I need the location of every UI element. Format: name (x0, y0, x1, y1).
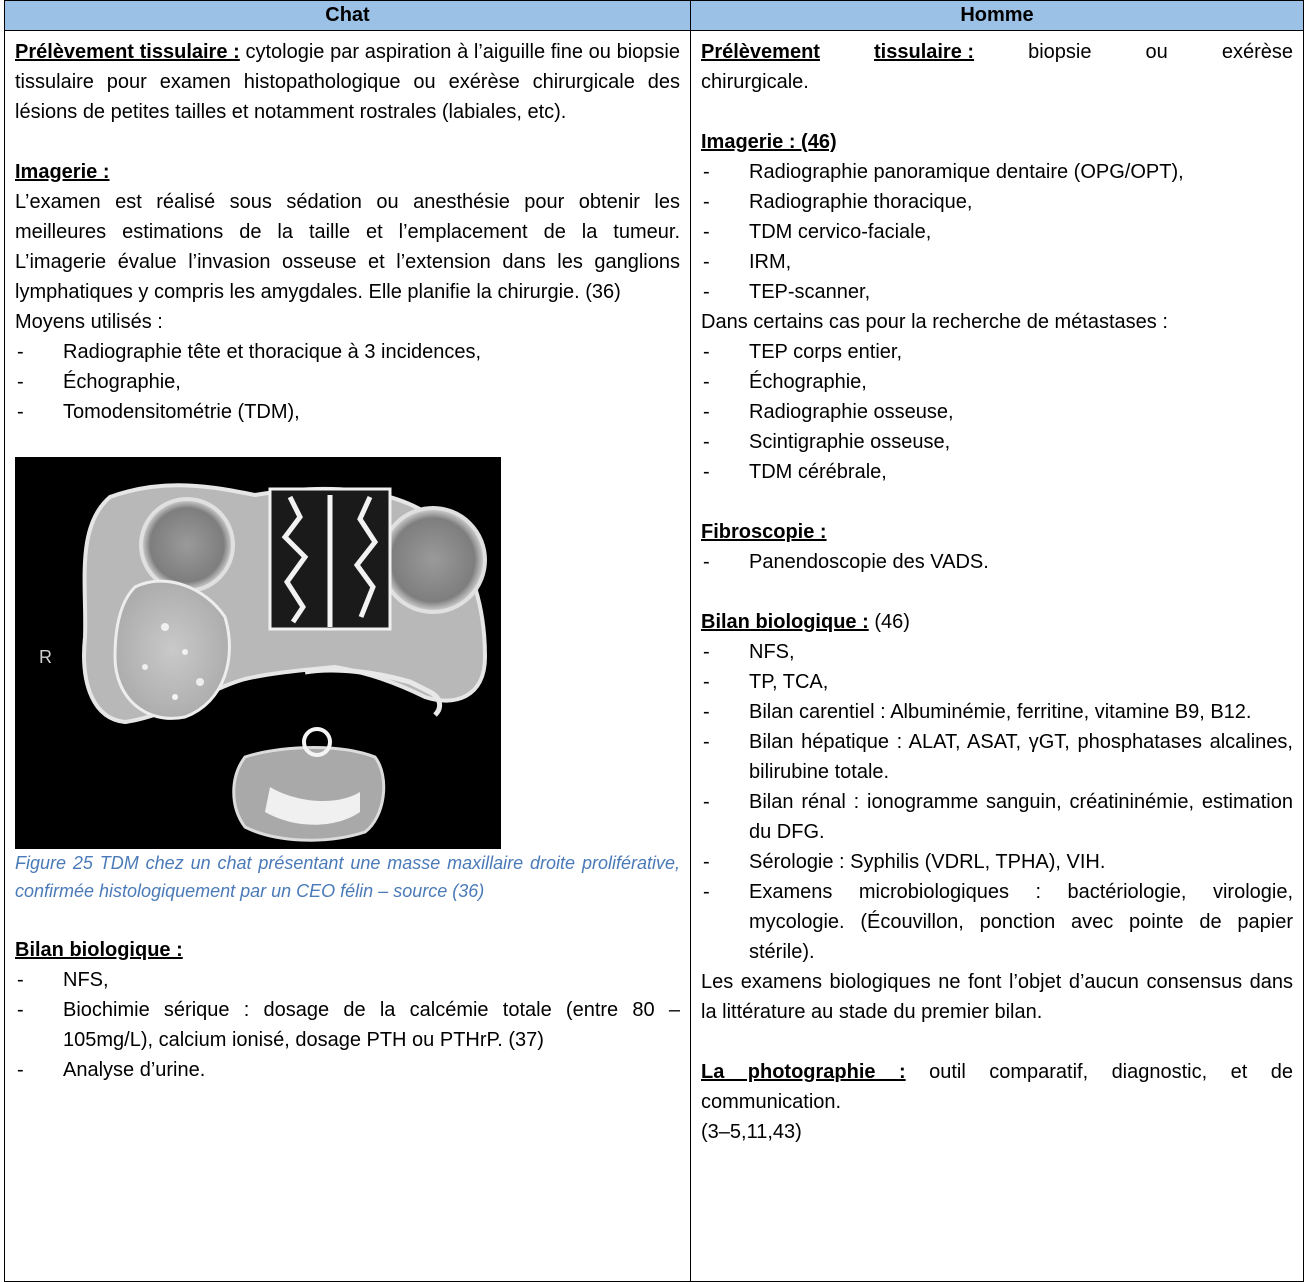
list-item: - Panendoscopie des VADS. (701, 547, 1293, 577)
ct-side-label: R (39, 647, 52, 667)
list-item: - Examens microbiologiques : bactériologie, virologie, mycologie. (Écouvillon, ponction avec pointe de papier stérile). (701, 877, 1293, 967)
list-item: - TEP-scanner, (701, 277, 1293, 307)
list-item: - Radiographie tête et thoracique à 3 incidences, (15, 337, 680, 367)
list-item: - Bilan hépatique : ALAT, ASAT, γGT, phosphatases alcalines, bilirubine totale. (701, 727, 1293, 787)
chat-bilan-heading: Bilan biologique : (15, 939, 183, 961)
list-item: - Bilan carentiel : Albuminémie, ferritine, vitamine B9, B12. (701, 697, 1293, 727)
homme-imagerie-heading: Imagerie : (46) (701, 131, 837, 153)
header-chat: Chat (5, 1, 691, 31)
homme-prelevement-word: biopsie (1028, 41, 1092, 63)
chat-prelevement-heading: Prélèvement tissulaire : (15, 41, 240, 63)
chat-imagerie-text: L’examen est réalisé sous sédation ou anesthésie pour obtenir les meilleures estimations de la taille et l’emplacement de la tumeur. L’imagerie évalue l’invasion osseuse et l’extension dans les ganglions lymphatiques y compris les amygdales. Elle planifie la chirurgie. (36) (15, 191, 680, 303)
list-item: - Radiographie thoracique, (701, 187, 1293, 217)
homme-prelevement-heading-1: Prélèvement (701, 41, 820, 63)
chat-bilan-list (15, 965, 680, 1085)
list-item: - IRM, (701, 247, 1293, 277)
list-item: - Radiographie osseuse, (701, 397, 1293, 427)
homme-prelevement-word: exérèse (1221, 41, 1293, 63)
list-item: - Échographie, (701, 367, 1293, 397)
chat-imagerie-heading: Imagerie : (15, 161, 110, 183)
homme-bilan-heading-line (701, 607, 1293, 637)
chat-moyens-list (15, 337, 680, 427)
list-item: - TDM cérébrale, (701, 457, 1293, 487)
list-item: - Sérologie : Syphilis (VDRL, TPHA), VIH. (701, 847, 1293, 877)
list-item: - Bilan rénal : ionogramme sanguin, créatininémie, estimation du DFG. (701, 787, 1293, 847)
homme-bilan-list (701, 637, 1293, 967)
cell-homme (691, 31, 1304, 1282)
homme-prelevement-word: ou (1145, 41, 1168, 63)
chat-prelevement-paragraph (15, 37, 680, 127)
homme-fibroscopie-heading: Fibroscopie : (701, 521, 827, 543)
homme-photo-text: outil comparatif, diagnostic, et de communication. (701, 1061, 1293, 1113)
homme-references: (3–5,11,43) (701, 1121, 802, 1143)
homme-bilan-heading: Bilan biologique : (701, 611, 869, 633)
chat-moyens-label: Moyens utilisés : (15, 311, 163, 333)
homme-imagerie-list (701, 157, 1293, 307)
homme-fibroscopie-list (701, 547, 1293, 577)
homme-prelevement-line2: chirurgicale. (701, 71, 809, 93)
list-item: - NFS, (701, 637, 1293, 667)
list-item: - Scintigraphie osseuse, (701, 427, 1293, 457)
list-item: - Radiographie panoramique dentaire (OPG/OPT), (701, 157, 1293, 187)
comparison-table (4, 0, 1304, 1282)
chat-prelevement-text: cytologie par aspiration à l’aiguille fine ou biopsie tissulaire pour examen histopathologique ou exérèse chirurgicale des lésions de petites tailles et notamment rostrales (labiales, etc). (15, 41, 680, 123)
homme-prelevement-heading-2: tissulaire : (874, 41, 975, 63)
list-item: - TP, TCA, (701, 667, 1293, 697)
homme-bilan-ref: (46) (868, 611, 910, 633)
list-item: - Biochimie sérique : dosage de la calcémie totale (entre 80 – 105mg/L), calcium ionisé, dosage PTH ou PTHrP. (37) (15, 995, 680, 1055)
list-item: - TEP corps entier, (701, 337, 1293, 367)
header-homme: Homme (691, 1, 1304, 31)
list-item: - Tomodensitométrie (TDM), (15, 397, 680, 427)
homme-metastases-label: Dans certains cas pour la recherche de métastases : (701, 311, 1168, 333)
homme-photo-heading: La photographie : (701, 1061, 906, 1083)
figure-caption: Figure 25 TDM chez un chat présentant une masse maxillaire droite proliférative, confirmée histologiquement par un CEO félin – source (36) (15, 853, 680, 901)
ct-scan-image (15, 457, 501, 849)
cell-chat (5, 31, 691, 1282)
list-item: - Analyse d’urine. (15, 1055, 680, 1085)
homme-metastases-list (701, 337, 1293, 487)
list-item: - Échographie, (15, 367, 680, 397)
list-item: - TDM cervico-faciale, (701, 217, 1293, 247)
list-item: - NFS, (15, 965, 680, 995)
homme-prelevement-line (701, 37, 1293, 67)
homme-bilan-note: Les examens biologiques ne font l’objet d’aucun consensus dans la littérature au stade du premier bilan. (701, 971, 1293, 1023)
homme-photo-paragraph (701, 1057, 1293, 1117)
